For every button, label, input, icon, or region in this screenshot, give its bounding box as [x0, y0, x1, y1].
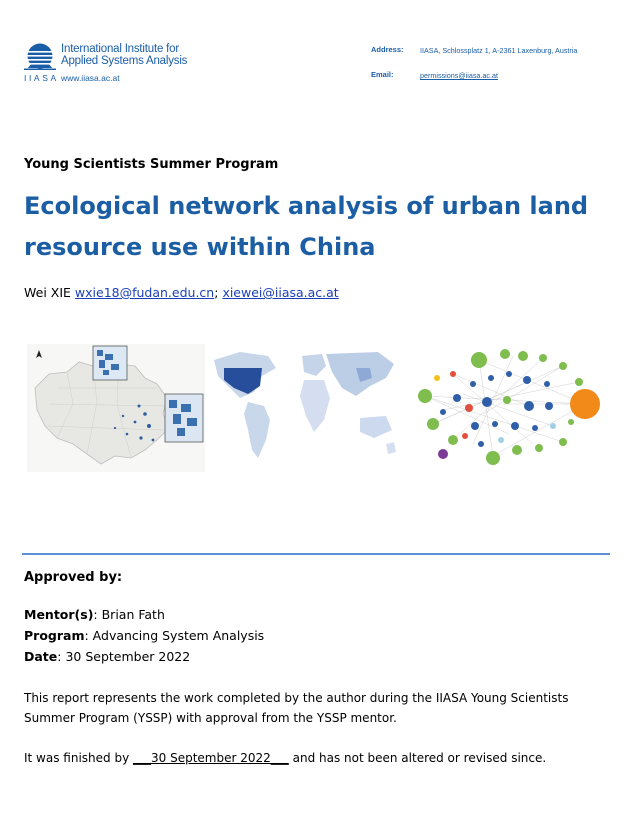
finished-prefix: It was finished by [24, 751, 130, 765]
author-line [24, 285, 339, 300]
author-name: Wei XIE [24, 285, 71, 300]
program-field [24, 628, 264, 643]
program-label: Program [24, 628, 85, 643]
email-separator: ; [214, 285, 219, 300]
program-value: : Advancing System Analysis [84, 628, 265, 643]
network-graph-figure [413, 344, 605, 470]
approval-statement: This report represents the work completed by the author during the IIASA Young Scientists Summer Program (YSSP) with approval from the YSSP mentor. [24, 691, 569, 725]
mentor-field [24, 607, 165, 622]
address-label: Address: [371, 45, 404, 54]
iiasa-globe-icon [24, 42, 56, 70]
org-website[interactable]: www.iiasa.ac.at [61, 73, 120, 83]
email-link[interactable]: permissions@iiasa.ac.at [420, 71, 499, 80]
mentor-label: Mentor(s) [24, 607, 94, 622]
approved-heading: Approved by: [24, 570, 123, 585]
author-email-1[interactable]: wxie18@fudan.edu.cn [74, 285, 215, 300]
mentor-value: : Brian Fath [93, 607, 165, 622]
address-value: IIASA, Schlossplatz 1, A-2361 Laxenburg, Austria [420, 46, 578, 55]
author-email-2[interactable]: xiewei@iiasa.ac.at [222, 285, 339, 300]
iiasa-logo [24, 40, 214, 85]
china-map-figure [27, 344, 205, 472]
org-abbr: IIASA [24, 73, 59, 83]
program-name: Young Scientists Summer Program [24, 157, 279, 172]
report-title: Ecological network analysis of urban land resource use within China [24, 192, 589, 261]
date-value: : 30 September 2022 [57, 649, 191, 664]
email-label: Email: [371, 70, 394, 79]
finished-line [24, 751, 546, 765]
finished-suffix: and has not been altered or revised since. [292, 751, 547, 765]
org-name: International Institute for Applied Systems Analysis [61, 43, 188, 67]
section-divider [22, 553, 610, 555]
finished-date: ___30 September 2022___ [133, 751, 289, 765]
date-label: Date [24, 649, 58, 664]
world-map-figure [210, 346, 406, 472]
date-field [24, 649, 190, 664]
